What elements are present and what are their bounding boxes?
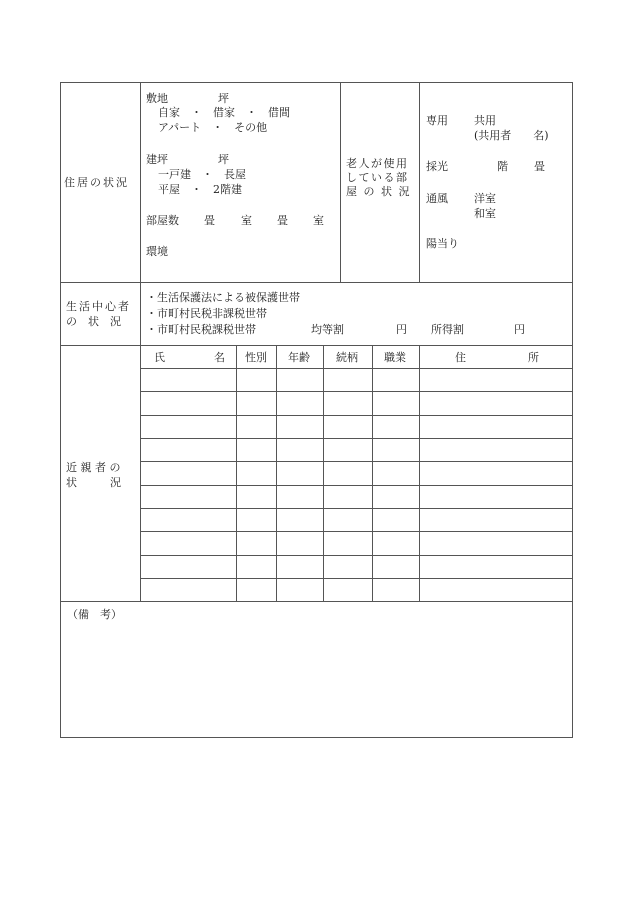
building-floors-options: 平屋 ・ 2階建 <box>158 183 242 196</box>
rooms-label: 部屋数 <box>146 214 179 227</box>
sunlight-label: 陽当り <box>426 237 459 250</box>
relatives-bottom-border <box>60 601 573 602</box>
relatives-col-divider <box>323 345 324 602</box>
elder-room-label-line: 老人が使用 <box>346 157 409 170</box>
relatives-header-bottom <box>140 368 573 369</box>
relatives-row-line <box>140 438 573 439</box>
remarks-label: （備 考） <box>67 608 122 621</box>
relatives-label-line2: 状 況 <box>66 476 121 489</box>
relatives-col-divider <box>236 345 237 602</box>
environment-label: 環境 <box>146 245 168 258</box>
rooms-unit-room: 室 <box>313 214 324 227</box>
exclusive-label: 専用 <box>426 114 448 127</box>
livelihood-label-line2: の 状 況 <box>66 315 121 328</box>
relatives-row-line <box>140 415 573 416</box>
yen-unit: 円 <box>514 323 525 336</box>
label-column-divider <box>140 82 141 602</box>
lighting-label: 採光 <box>426 160 448 173</box>
livelihood-item: ・市町村民税非課税世帯 <box>146 307 267 320</box>
rooms-unit-room: 室 <box>241 214 252 227</box>
yen-unit: 円 <box>396 323 407 336</box>
outer-top-border <box>60 82 573 83</box>
elder-room-label-line: 屋 の 状 況 <box>346 185 411 198</box>
relatives-col-divider <box>372 345 373 602</box>
relatives-row-line <box>140 555 573 556</box>
japanese-room-label: 和室 <box>474 207 496 220</box>
header-age: 年齢 <box>288 351 310 364</box>
relatives-row-line <box>140 485 573 486</box>
western-room-label: 洋室 <box>474 192 496 205</box>
livelihood-bottom-border <box>60 345 573 346</box>
housing-divider-1 <box>340 82 341 282</box>
building-label: 建坪 <box>146 153 168 166</box>
site-ownership-options: 自家 ・ 借家 ・ 借間 <box>158 106 290 119</box>
relatives-col-divider <box>276 345 277 602</box>
rooms-unit-tatami: 畳 <box>277 214 288 227</box>
livelihood-item: ・市町村民税課税世帯 <box>146 323 256 336</box>
housing-divider-2 <box>419 82 420 282</box>
livelihood-label-line1: 生活中心者 <box>66 300 131 313</box>
site-label: 敷地 <box>146 92 168 105</box>
housing-label: 住居の状況 <box>64 176 129 189</box>
elder-room-label-line: している部 <box>346 171 409 184</box>
outer-bottom-border <box>60 737 573 738</box>
equal-share-label: 均等割 <box>311 323 344 336</box>
shared-with-count: (共用者 名) <box>474 129 549 142</box>
tatami-unit: 畳 <box>534 160 545 173</box>
building-unit: 坪 <box>218 153 229 166</box>
relatives-col-divider <box>419 345 420 602</box>
livelihood-item: ・生活保護法による被保護世帯 <box>146 291 300 304</box>
relatives-row-line <box>140 578 573 579</box>
header-address-part1: 住 <box>455 351 466 364</box>
shared-label: 共用 <box>474 114 496 127</box>
floor-unit: 階 <box>497 160 508 173</box>
outer-left-border <box>60 82 61 738</box>
elder-room-label <box>346 158 411 197</box>
relatives-label-line1: 近 親 者 の <box>66 461 121 474</box>
building-type-options: 一戸建 ・ 長屋 <box>158 168 246 181</box>
relatives-row-line <box>140 391 573 392</box>
ventilation-label: 通風 <box>426 192 448 205</box>
outer-right-border <box>572 82 573 738</box>
header-sex: 性別 <box>245 351 267 364</box>
relatives-row-line <box>140 508 573 509</box>
header-name-part2: 名 <box>214 351 225 364</box>
header-name-part1: 氏 <box>154 351 165 364</box>
relatives-row-line <box>140 531 573 532</box>
housing-bottom-border <box>60 282 573 283</box>
header-occupation: 職業 <box>384 351 406 364</box>
site-type-options: アパート ・ その他 <box>158 121 268 134</box>
site-unit: 坪 <box>218 92 229 105</box>
header-address-part2: 所 <box>528 351 539 364</box>
income-share-label: 所得割 <box>431 323 464 336</box>
relatives-row-line <box>140 461 573 462</box>
header-relation: 続柄 <box>336 351 358 364</box>
rooms-unit-tatami: 畳 <box>204 214 215 227</box>
